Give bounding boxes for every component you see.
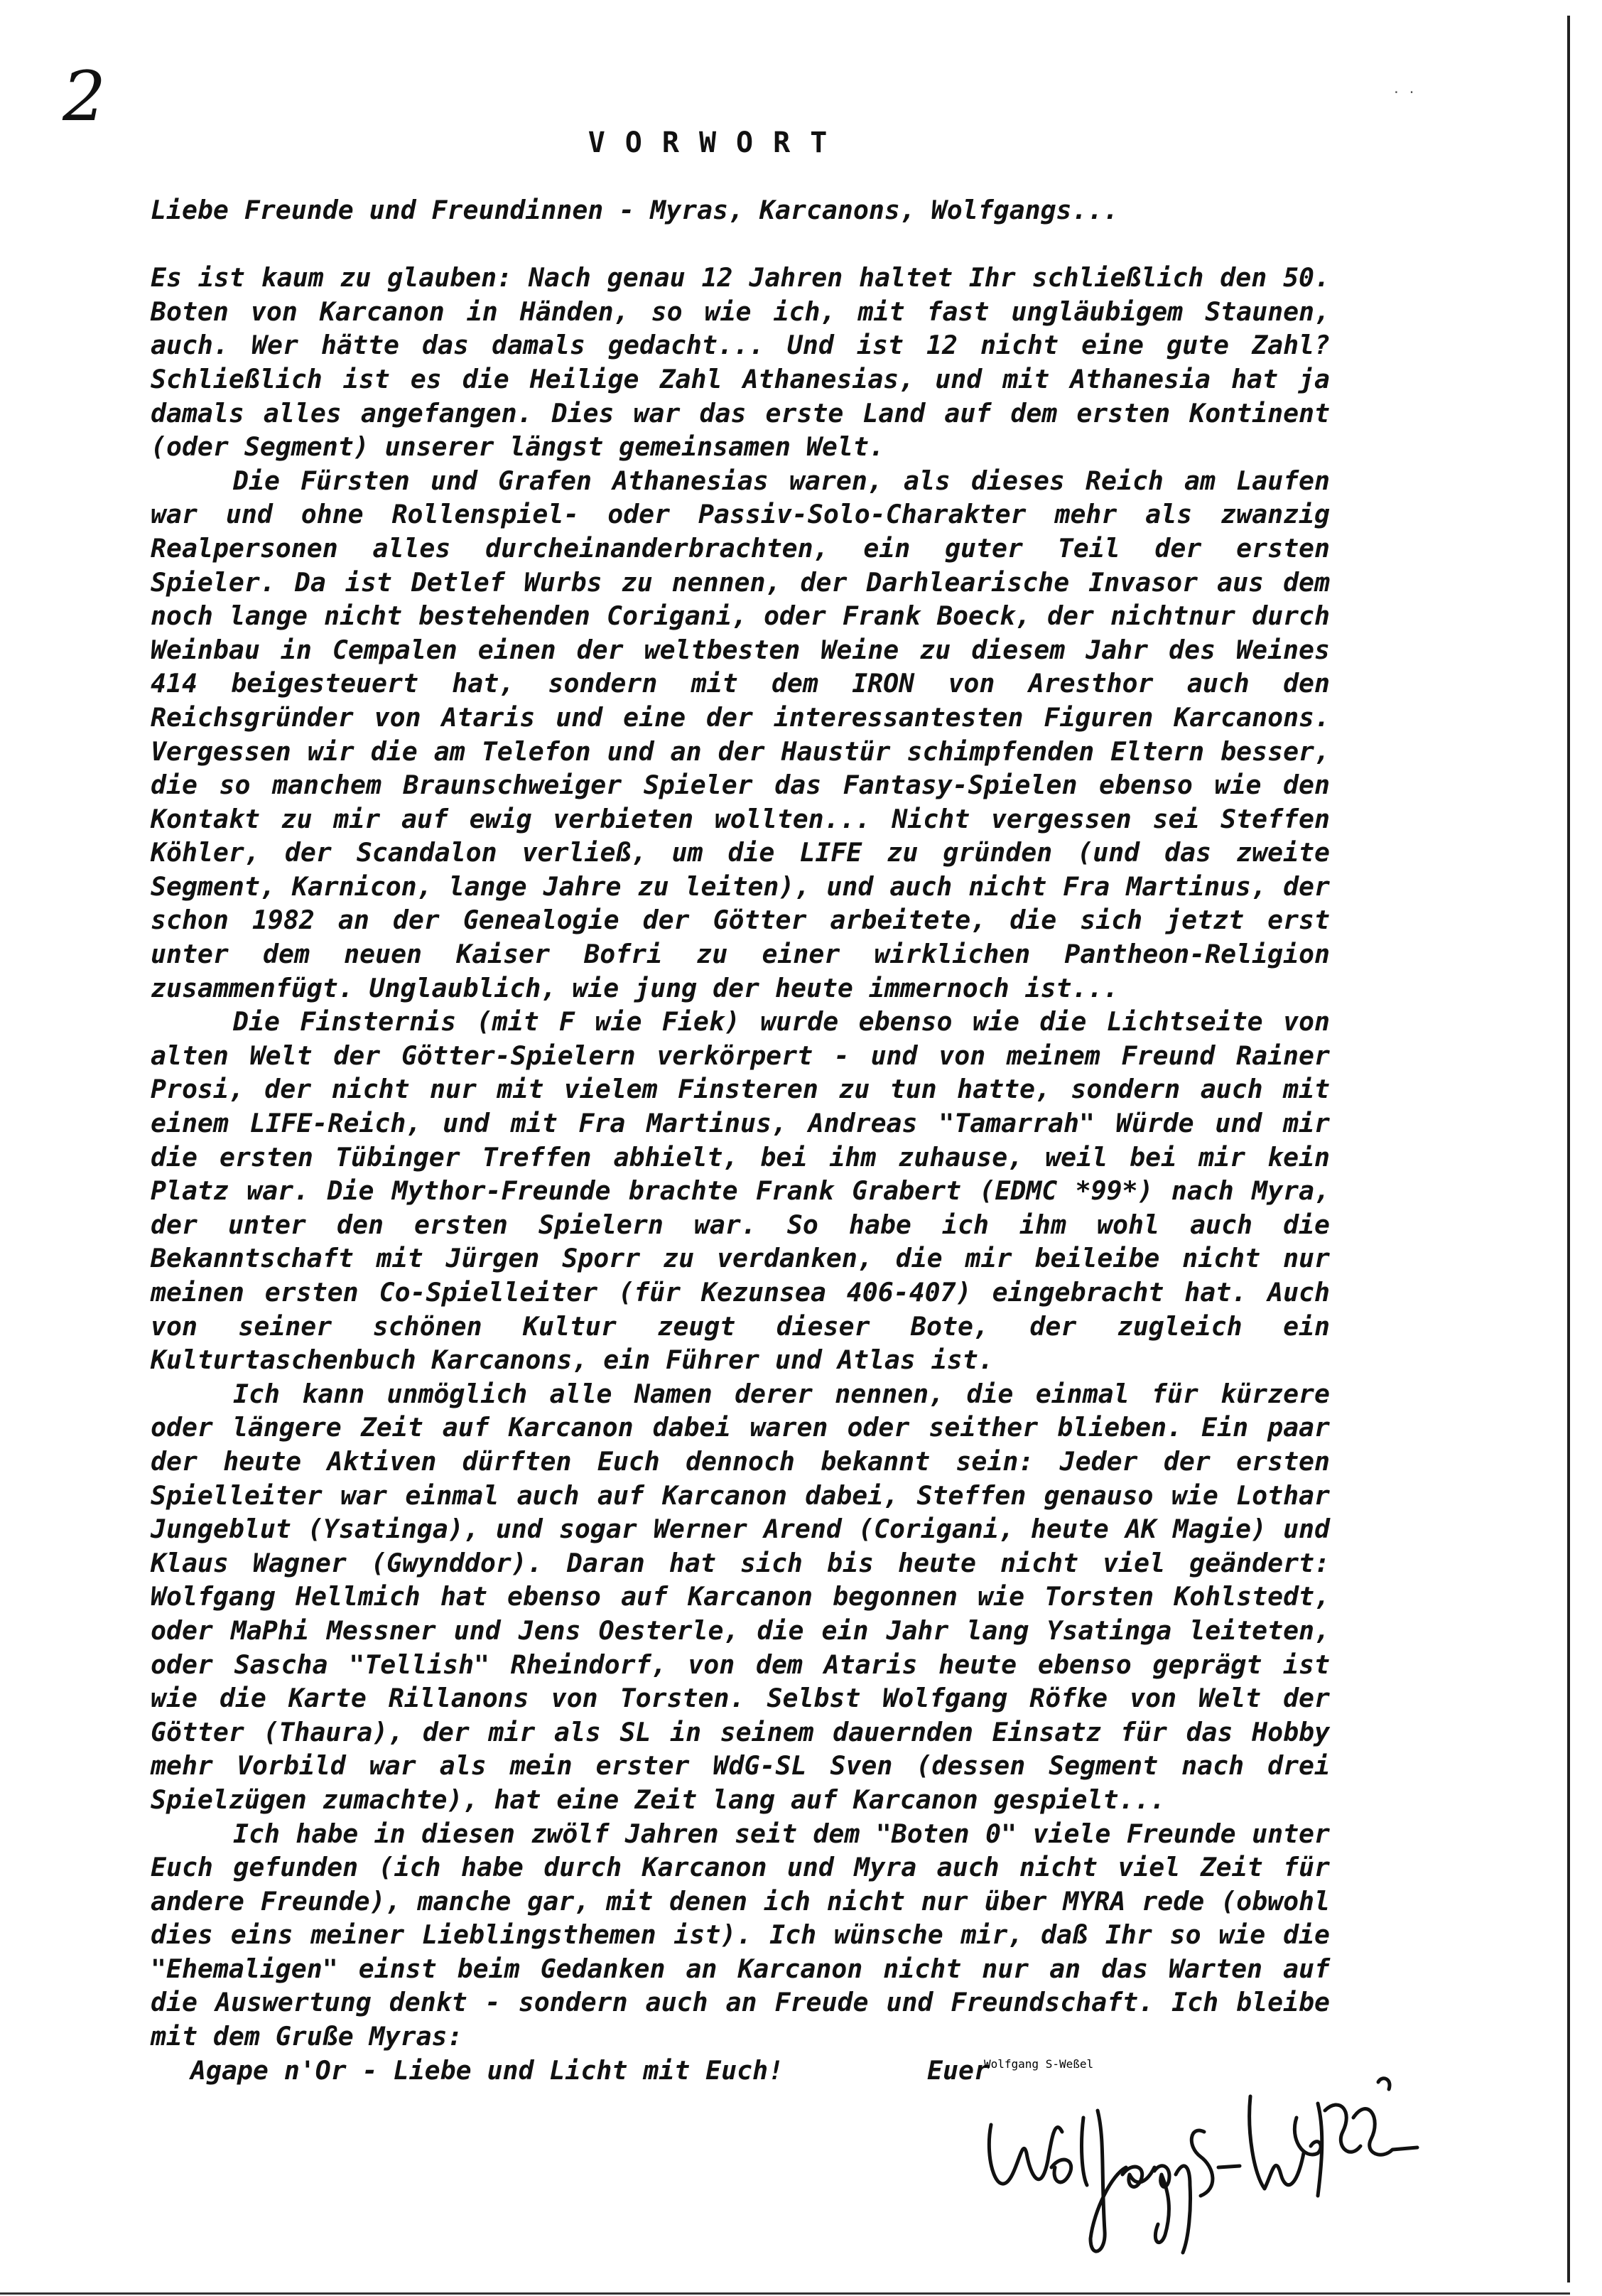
paragraph-3: Die Finsternis (mit F wie Fiek) wurde ebenso wie die Lichtseite von alten Welt der Götter-Spielern verkörpert - und von meinem Freund Rainer Prosi, der nicht nur mit vielem Finsteren zu tun hatte, sondern auch mit einem LIFE-Reich, und mit Fra Martinus, Andreas "Tamarrah" Würde und mir die ersten Tübinger Treffen abhielt, bei ihm zuhause, weil bei mir kein Platz war. Die Mythor-Freunde brachte Frank Grabert (EDMC *99*) nach Myra, der unter den ersten Spielern war. So habe ich ihm wohl auch die Bekanntschaft mit Jürgen Sporr zu verdanken, die mir beileibe nicht nur meinen ersten Co-Spielleiter (für Kezunsea 406-407) eingebracht hat. Auch von seiner schönen Kultur zeugt dieser Bote, der zugleich ein Kulturtaschenbuch Karcanons, ein Führer und Atlas ist. [151, 1006, 1330, 1376]
signature-text: Wolfgang S-Weßel [984, 2057, 1094, 2071]
scan-specks: · · [1392, 85, 1416, 100]
paragraph-1: Es ist kaum zu glauben: Nach genau 12 Jahren haltet Ihr schließlich den 50. Boten von Karcanon in Händen, so wie ich, mit fast ungläubigem Staunen, auch. Wer hätte das damals gedacht... Und ist 12 nicht eine gute Zahl? Schließlich ist es die Heilige Zahl Athanesias, und mit Athanesia hat ja damals alles angefangen. Dies war das erste Land auf dem ersten Kontinent (oder Segment) unserer längst gemeinsamen Welt. [151, 262, 1330, 463]
page-edge-bottom [0, 2292, 1570, 2295]
closing-greeting: Agape n'Or - Liebe und Licht mit Euch! [190, 2054, 784, 2086]
page-edge-right [1567, 16, 1570, 2282]
page-title: VORWORT [588, 126, 848, 159]
paragraph-5: Ich habe in diesen zwölf Jahren seit dem "Boten 0" viele Freunde unter Euch gefunden (ich habe durch Karcanon und Myra auch nicht viel Zeit für andere Freunde), manche gar, mit denen ich nicht nur über MYRA rede (obwohl dies eins meiner Lieblingsthemen ist). Ich wünsche mir, daß Ihr so wie die "Ehemaligen" einst beim Gedanken an Karcanon nicht nur an das Warten auf die Auswertung denkt - sondern auch an Freude und Freundschaft. Ich bleibe mit dem Gruße Myras: [151, 1818, 1330, 2052]
paragraph-2: Die Fürsten und Grafen Athanesias waren, als dieses Reich am Laufen war und ohne Rollenspiel- oder Passiv-Solo-Charakter mehr als zwanzig Realpersonen alles durcheinanderbrachten, ein guter Teil der ersten Spieler. Da ist Detlef Wurbs zu nennen, der Darhlearische Invasor aus dem noch lange nicht bestehenden Corigani, oder Frank Boeck, der nichtnur durch Weinbau in Cempalen einen der weltbesten Weine zu diesem Jahr des Weines 414 beigesteuert hat, sondern mit dem IRON von Aresthor auch den Reichsgründer von Ataris und eine der interessantesten Figuren Karcanons. Vergessen wir die am Telefon und an der Haustür schimpfenden Eltern besser, die so manchem Braunschweiger Spieler das Fantasy-Spielen ebenso wie den Kontakt zu mir auf ewig verbieten wollten... Nicht vergessen sei Steffen Köhler, der Scandalon verließ, um die LIFE zu gründen (und das zweite Segment, Karnicon, lange Jahre zu leiten), und auch nicht Fra Martinus, der schon 1982 an der Genealogie der Götter arbeitete, die sich jetzt erst unter dem neuen Kaiser Bofri zu einer wirklichen Pantheon-Religion zusammenfügt. Unglaublich, wie jung der heute immernoch ist... [151, 465, 1330, 1003]
paragraph-4: Ich kann unmöglich alle Namen derer nennen, die einmal für kürzere oder längere Zeit auf Karcanon dabei waren oder seither blieben. Ein paar der heute Aktiven dürften Euch dennoch bekannt sein: Jeder der ersten Spielleiter war einmal auch auf Karcanon dabei, Steffen genauso wie Lothar Jungeblut (Ysatinga), und sogar Werner Arend (Corigani, heute AK Magie) und Klaus Wagner (Gwynddor). Daran hat sich bis heute nicht viel geändert: Wolfgang Hellmich hat ebenso auf Karcanon begonnen wie Torsten Kohlstedt, oder MaPhi Messner und Jens Oesterle, die ein Jahr lang Ysatinga leiteten, oder Sascha "Tellish" Rheindorf, von dem Ataris heute ebenso geprägt ist wie die Karte Rillanons von Torsten. Selbst Wolfgang Röfke von Welt der Götter (Thaura), der mir als SL in seinem dauernden Einsatz für das Hobby mehr Vorbild war als mein erster WdG-SL Sven (dessen Segment nach drei Spielzügen zumachte), hat eine Zeit lang auf Karcanon gespielt... [151, 1378, 1330, 1815]
closing-sign-off: Euer [927, 2054, 990, 2086]
salutation: Liebe Freunde und Freundinnen - Myras, Karcanons, Wolfgangs... [151, 195, 1119, 225]
handwritten-signature [984, 2057, 1424, 2274]
page-number: 2 [63, 57, 107, 136]
foreword-body [151, 193, 1330, 2087]
